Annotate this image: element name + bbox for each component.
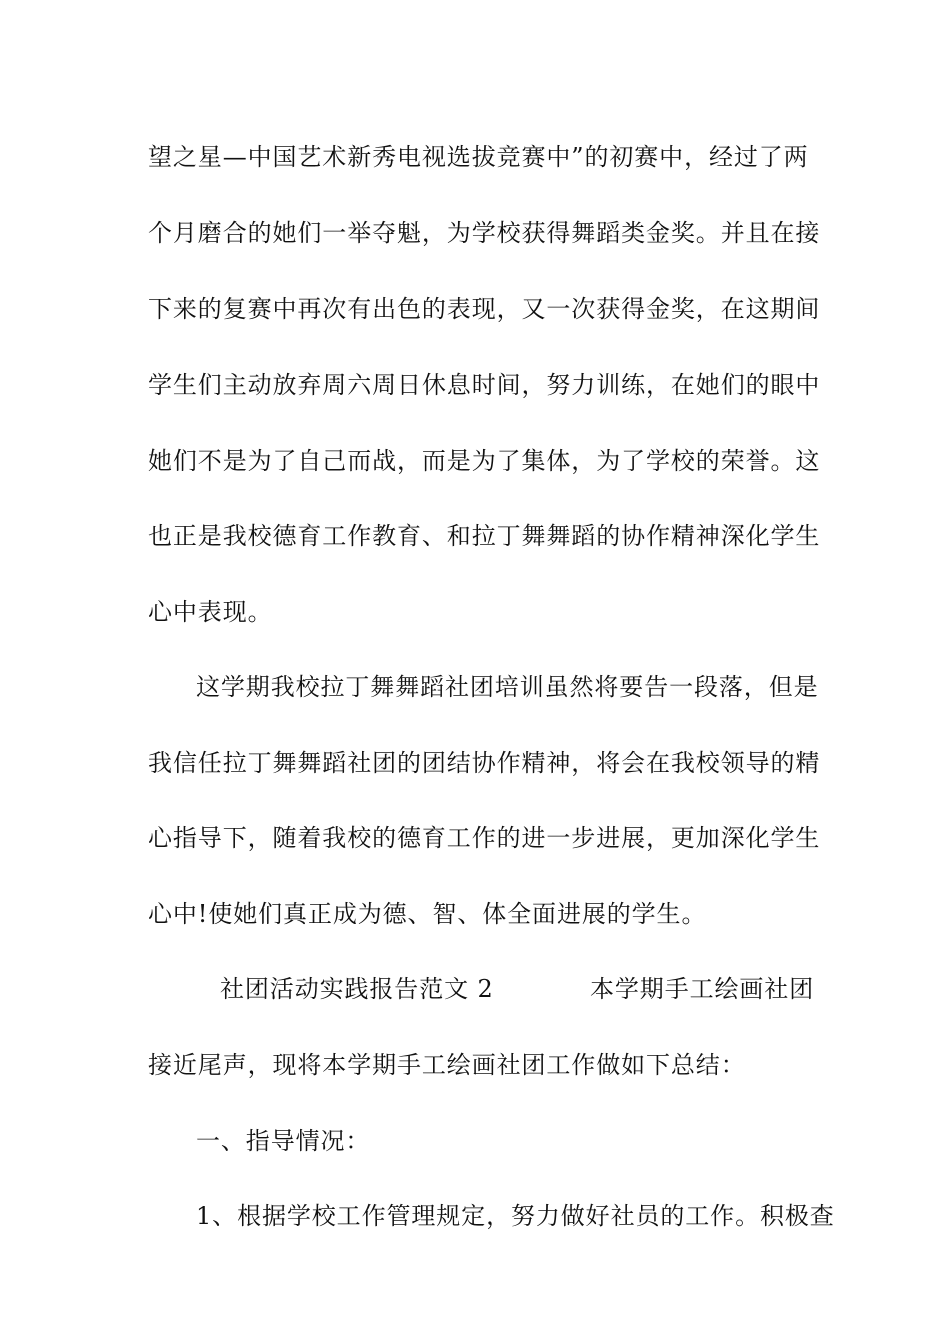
text-line: 她们不是为了自己而战，而是为了集体，为了学校的荣誉。这 (148, 447, 821, 475)
text-line: 望之星—中国艺术新秀电视选拔竞赛中”的初赛中，经过了两 (148, 143, 809, 171)
text-line: 学生们主动放弃周六周日休息时间，努力训练，在她们的眼中 (148, 371, 821, 399)
list-item: 1、根据学校工作管理规定，努力做好社员的工作。积极查 (196, 1202, 835, 1230)
text-line: 心指导下，随着我校的德育工作的进一步进展，更加深化学生 (148, 824, 821, 852)
section-intro-fragment: 本学期手工绘画社团 (590, 975, 815, 1003)
text-line: 接近尾声，现将本学期手工绘画社团工作做如下总结： (148, 1051, 746, 1079)
text-line: 也正是我校德育工作教育、和拉丁舞舞蹈的协作精神深化学生 (148, 522, 821, 550)
text-line: 心中表现。 (148, 598, 273, 626)
section-heading: 社团活动实践报告范文 2 (220, 975, 494, 1003)
text-line: 我信任拉丁舞舞蹈社团的团结协作精神，将会在我校领导的精 (148, 749, 821, 777)
text-line: 下来的复赛中再次有出色的表现，又一次获得金奖，在这期间 (148, 295, 821, 323)
subheading: 一、指导情况： (196, 1127, 371, 1155)
text-line: 心中!使她们真正成为德、智、体全面进展的学生。 (148, 900, 707, 928)
text-line: 个月磨合的她们一举夺魁，为学校获得舞蹈类金奖。并且在接 (148, 219, 821, 247)
paragraph-first-line: 这学期我校拉丁舞舞蹈社团培训虽然将要告一段落，但是 (196, 673, 819, 701)
